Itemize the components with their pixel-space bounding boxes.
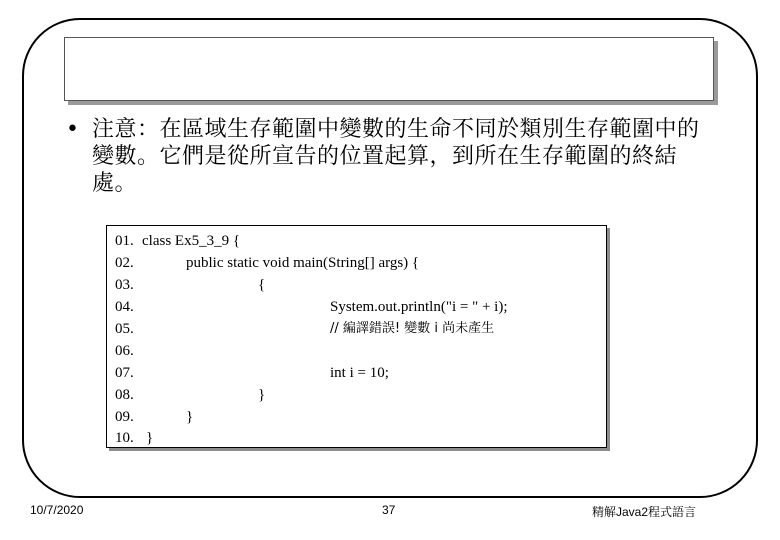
code-line [115, 340, 134, 362]
line-number: 05. [115, 321, 134, 337]
code-line [115, 384, 266, 406]
line-number: 02. [115, 255, 134, 271]
code-comment: // 編譯錯誤! 變數 i 尚未產生 [330, 321, 495, 336]
code-line [115, 296, 508, 318]
code-line [115, 230, 241, 252]
code-text: class Ex5_3_9 { [142, 233, 241, 249]
code-line [115, 427, 154, 449]
code-line [115, 362, 389, 384]
bullet-text: 注意：在區域生存範圍中變數的生命不同於類別生存範圍中的變數。它們是從所宣告的位置起算，到所在生存範圍的終結處。 [92, 117, 700, 196]
code-line [115, 318, 495, 340]
code-text: } [186, 409, 194, 425]
line-number: 04. [115, 299, 134, 315]
line-number: 09. [115, 409, 134, 425]
code-line [115, 252, 420, 274]
footer-page-number: 37 [382, 503, 396, 517]
footer-book-title: 精解Java2程式語言 [592, 505, 697, 519]
line-number: 08. [115, 387, 134, 403]
code-line [115, 274, 266, 296]
line-number: 07. [115, 365, 134, 381]
line-number: 06. [115, 343, 134, 359]
code-text: { [258, 277, 266, 293]
code-text: int i = 10; [330, 365, 389, 381]
code-line [115, 406, 194, 428]
code-text: } [146, 430, 154, 446]
code-text: System.out.println("i = " + i); [330, 299, 508, 315]
bullet-symbol: • [66, 117, 79, 142]
line-number: 01. [115, 233, 134, 249]
slide-title-box [64, 37, 714, 101]
footer-date: 10/7/2020 [30, 503, 84, 517]
code-block [106, 225, 607, 448]
line-number: 03. [115, 277, 134, 293]
code-text: public static void main(String[] args) { [186, 255, 420, 271]
bullet-item [66, 116, 716, 197]
line-number: 10. [115, 430, 134, 446]
code-text: } [258, 387, 266, 403]
